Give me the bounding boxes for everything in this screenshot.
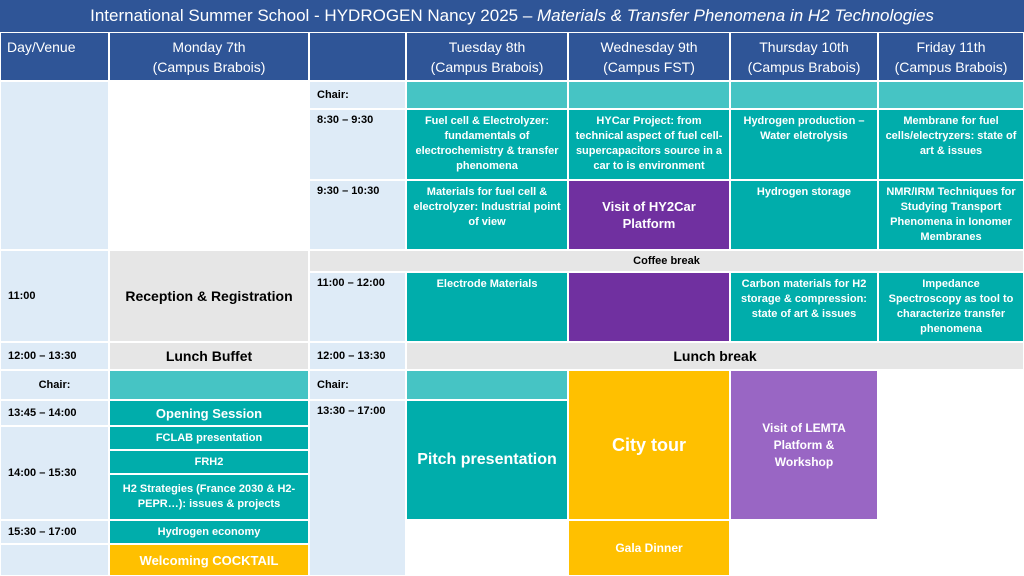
- lunch-break: Lunch break: [406, 342, 1024, 370]
- monday-lunch: Lunch Buffet: [109, 342, 309, 370]
- header-time-column: [309, 32, 406, 81]
- monday-frh2: FRH2: [109, 450, 309, 474]
- tuesday-session-3: Electrode Materials: [406, 272, 568, 342]
- title-main: International Summer School - HYDROGEN Nancy 2025 –: [90, 6, 538, 25]
- time-1400: 14:00 – 15:30: [0, 426, 109, 520]
- friday-chair-slot: [878, 81, 1024, 109]
- thursday-session-1: Hydrogen production – Water eletrolysis: [730, 109, 878, 180]
- time-1330: 13:30 – 17:00: [309, 400, 406, 576]
- time-1530: 15:30 – 17:00: [0, 520, 109, 544]
- header-wednesday: Wednesday 9th (Campus FST): [568, 32, 730, 81]
- monday-strategies: H2 Strategies (France 2030 & H2-PEPR…): issues & projects: [109, 474, 309, 520]
- time-1200-left: 12:00 – 13:30: [0, 342, 109, 370]
- coffee-break: Coffee break: [309, 250, 1024, 272]
- monday-fclab: FCLAB presentation: [109, 426, 309, 450]
- wednesday-session-1: HYCar Project: from technical aspect of fuel cell-supercapacitors source in a car to is environment: [568, 109, 730, 180]
- tuesday-session-2: Materials for fuel cell & electrolyzer: Industrial point of view: [406, 180, 568, 250]
- time-1200-right: 12:00 – 13:30: [309, 342, 406, 370]
- friday-session-3: Impedance Spectroscopy as tool to characterize transfer phenomena: [878, 272, 1024, 342]
- time-0930: 9:30 – 10:30: [309, 180, 406, 250]
- wednesday-visit-continued: [568, 272, 730, 342]
- tuesday-session-1: Fuel cell & Electrolyzer: fundamentals of electrochemistry & transfer phenomena: [406, 109, 568, 180]
- thursday-session-3: Carbon materials for H2 storage & compression: state of art & issues: [730, 272, 878, 342]
- chair-afternoon-label: Chair:: [309, 370, 406, 400]
- friday-session-1: Membrane for fuel cells/electryzers: state of art & issues: [878, 109, 1024, 180]
- time-1100-left: 11:00: [0, 250, 109, 342]
- wednesday-chair-slot: [568, 81, 730, 109]
- wednesday-city-tour: City tour: [568, 370, 730, 520]
- tuesday-evening-empty: [406, 520, 568, 576]
- tuesday-chair-slot: [406, 81, 568, 109]
- monday-hydrogen-economy: Hydrogen economy: [109, 520, 309, 544]
- wednesday-visit-hy2car: Visit of HY2Car Platform: [568, 180, 730, 250]
- page-title: [0, 0, 1024, 32]
- header-friday: Friday 11th (Campus Brabois): [878, 32, 1024, 81]
- header-day-venue: Day/Venue: [0, 32, 109, 81]
- tuesday-afternoon-chair-slot: [406, 370, 568, 400]
- monday-reception: Reception & Registration: [109, 250, 309, 342]
- header-monday: Monday 7th (Campus Brabois): [109, 32, 309, 81]
- left-time-blank-bottom: [0, 544, 109, 576]
- wednesday-gala-dinner: Gala Dinner: [568, 520, 730, 576]
- time-1345: 13:45 – 14:00: [0, 400, 109, 426]
- header-thursday: Thursday 10th (Campus Brabois): [730, 32, 878, 81]
- monday-opening-session: Opening Session: [109, 400, 309, 426]
- thursday-chair-slot: [730, 81, 878, 109]
- monday-cocktail: Welcoming COCKTAIL: [109, 544, 309, 576]
- title-subtitle: Materials & Transfer Phenomena in H2 Technologies: [537, 6, 934, 25]
- time-0830: 8:30 – 9:30: [309, 109, 406, 180]
- chair-morning-label: Chair:: [309, 81, 406, 109]
- tuesday-pitch-presentation: Pitch presentation: [406, 400, 568, 520]
- monday-chair-slot: [109, 370, 309, 400]
- header-tuesday: Tuesday 8th (Campus Brabois): [406, 32, 568, 81]
- time-1100-right: 11:00 – 12:00: [309, 272, 406, 342]
- monday-morning-empty: [109, 81, 309, 250]
- friday-session-2: NMR/IRM Techniques for Studying Transport Phenomena in Ionomer Membranes: [878, 180, 1024, 250]
- chair-monday-label: Chair:: [0, 370, 109, 400]
- thursday-session-2: Hydrogen storage: [730, 180, 878, 250]
- thursday-visit-lemta: Visit of LEMTA Platform & Workshop: [730, 370, 878, 520]
- left-time-blank: [0, 81, 109, 250]
